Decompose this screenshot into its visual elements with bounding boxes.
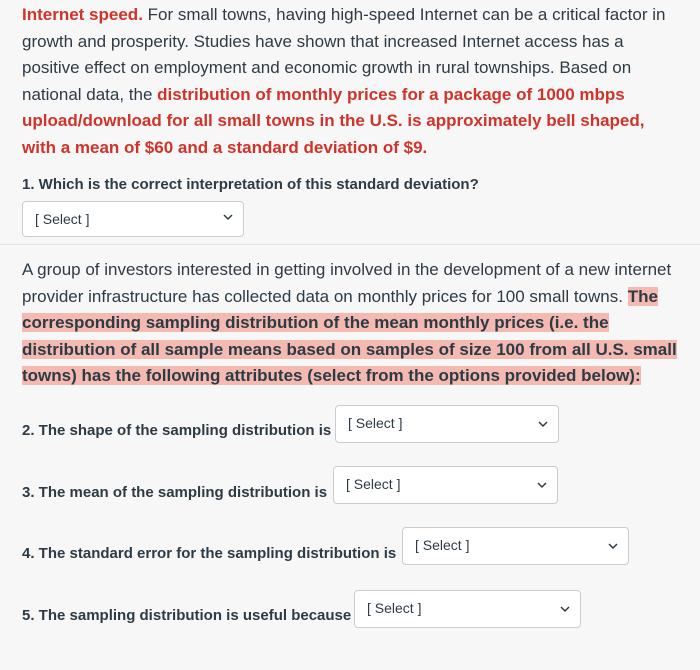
question-3-select[interactable] xyxy=(333,466,558,504)
question-1-select[interactable] xyxy=(22,201,244,237)
chevron-down-icon xyxy=(536,417,550,431)
section-divider xyxy=(0,244,700,245)
question-2-label: 2. The shape of the sampling distribution is xyxy=(22,422,332,439)
chevron-down-icon xyxy=(535,478,549,492)
question-4-select[interactable] xyxy=(402,527,629,565)
question-5-select-value: [ Select ] xyxy=(367,600,422,616)
question-4-select-value: [ Select ] xyxy=(415,537,470,553)
chevron-down-icon xyxy=(606,539,620,553)
chevron-down-icon xyxy=(221,210,235,224)
question-3-select-value: [ Select ] xyxy=(346,476,401,492)
question-3-label: 3. The mean of the sampling distribution is xyxy=(22,484,328,501)
scenario-paragraph xyxy=(22,257,682,390)
chevron-down-icon xyxy=(558,602,572,616)
question-5-label: 5. The sampling distribution is useful because xyxy=(22,607,352,624)
intro-title: Internet speed. xyxy=(22,5,143,24)
intro-highlight: distribution of monthly prices for a package of 1000 mbps upload/download for all small towns in the U.S. is approximately bell shaped, with a mean of $60 and a standard deviation of $9. xyxy=(22,84,645,157)
scenario-text: A group of investors interested in getting involved in the development of a new internet provider infrastructure has collected data on monthly prices for 100 small towns. xyxy=(22,260,672,306)
question-4-label: 4. The standard error for the sampling distribution is xyxy=(22,545,397,562)
question-1-select-value: [ Select ] xyxy=(35,211,90,227)
scenario-highlight: The corresponding sampling distribution of the mean monthly prices (i.e. the distribution of all sample means based on samples of size 100 from all U.S. small towns) has the following attributes (select from the options provided below): xyxy=(22,286,677,386)
intro-text: For small towns, having high-speed Internet can be a critical factor in growth and prosperity. Studies have shown that increased Internet access has a positive effect on employment and economic growth in rural townships. Based on national data, the xyxy=(22,5,666,104)
intro-paragraph xyxy=(22,2,682,162)
question-1-label: 1. Which is the correct interpretation of this standard deviation? xyxy=(22,176,479,193)
question-2-select[interactable] xyxy=(335,405,559,443)
question-5-select[interactable] xyxy=(354,590,581,628)
question-2-select-value: [ Select ] xyxy=(348,415,403,431)
